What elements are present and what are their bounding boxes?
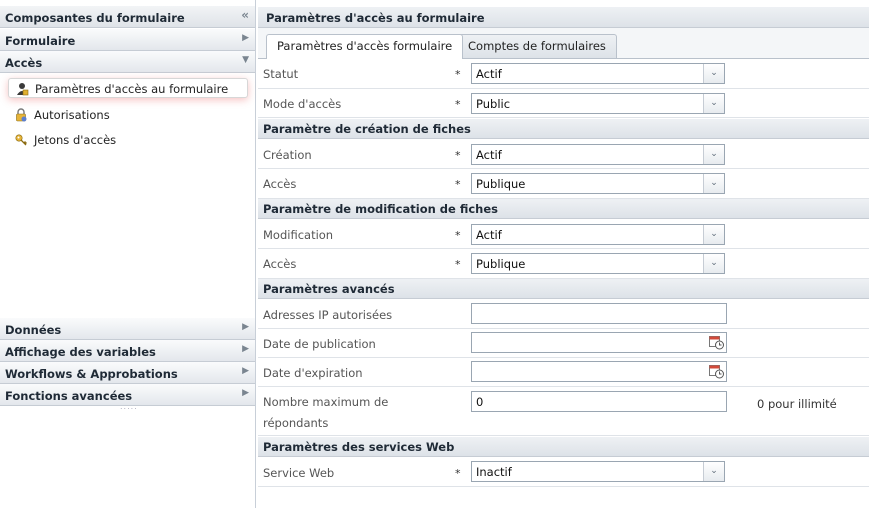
- nav-item-jetons[interactable]: [8, 130, 116, 150]
- date-expiration-input[interactable]: [471, 361, 727, 382]
- chevron-down-icon[interactable]: ⌄: [703, 64, 724, 83]
- tab-form-accounts[interactable]: Comptes de formulaires: [457, 34, 617, 58]
- collapse-panel-icon[interactable]: «: [241, 8, 249, 22]
- modification-select[interactable]: [471, 224, 725, 245]
- row-modification: [258, 220, 869, 249]
- acces-creation-label: Accès: [263, 177, 297, 191]
- creation-select[interactable]: [471, 144, 725, 165]
- mode-acces-label: Mode d'accès: [263, 97, 342, 111]
- expand-arrow-icon: ▶: [242, 322, 249, 332]
- section-web-header: Paramètres des services Web: [258, 437, 869, 457]
- nav-item-label: Jetons d'accès: [34, 133, 117, 147]
- expand-arrow-icon: ▶: [242, 344, 249, 354]
- statut-label: Statut: [263, 67, 299, 81]
- acces-modification-select[interactable]: [471, 253, 725, 274]
- access-settings-panel: [258, 0, 869, 508]
- row-max-repondants: [258, 387, 869, 436]
- lock-icon: [14, 108, 28, 122]
- panel-title: [0, 6, 255, 28]
- section-creation-header: Paramètre de création de fiches: [258, 119, 869, 139]
- row-acces-modification: [258, 249, 869, 279]
- ip-input[interactable]: [471, 303, 727, 324]
- page-title: Paramètres d'accès au formulaire: [258, 7, 869, 28]
- section-avances-header: Paramètres avancés: [258, 279, 869, 299]
- expand-arrow-icon: ▶: [242, 33, 249, 43]
- nav-item-autorisations[interactable]: [8, 105, 110, 125]
- chevron-down-icon[interactable]: ⌄: [703, 145, 724, 164]
- statut-select[interactable]: [471, 63, 725, 84]
- statut-value: Actif: [476, 67, 502, 81]
- section-donnees[interactable]: [0, 318, 255, 340]
- max-repondants-label-line1: Nombre maximum de: [263, 395, 389, 409]
- row-acces-creation: [258, 169, 869, 199]
- section-workflows-label: Workflows & Approbations: [5, 367, 178, 381]
- chevron-down-icon[interactable]: ⌄: [703, 462, 724, 481]
- section-donnees-label: Données: [5, 323, 62, 337]
- panel-title-label: Composantes du formulaire: [5, 11, 185, 25]
- section-affichage-variables[interactable]: [0, 340, 255, 362]
- section-workflows[interactable]: [0, 362, 255, 384]
- required-marker: *: [455, 98, 461, 111]
- modification-value: Actif: [476, 228, 502, 242]
- creation-value: Actif: [476, 148, 502, 162]
- section-formulaire-label: Formulaire: [5, 34, 76, 48]
- max-repondants-input[interactable]: 0: [471, 391, 727, 412]
- section-formulaire[interactable]: [0, 29, 255, 51]
- required-marker: *: [455, 68, 461, 81]
- section-acces-label: Accès: [5, 56, 43, 70]
- chevron-down-icon[interactable]: ⌄: [703, 225, 724, 244]
- row-date-publication: [258, 329, 869, 358]
- row-mode-acces: [258, 89, 869, 118]
- chevron-down-icon[interactable]: ⌄: [703, 254, 724, 273]
- chevron-down-icon[interactable]: ⌄: [703, 174, 724, 193]
- calendar-icon[interactable]: [709, 364, 724, 379]
- section-affichage-label: Affichage des variables: [5, 345, 156, 359]
- max-repondants-hint: 0 pour illimité: [757, 397, 837, 411]
- date-publication-input[interactable]: [471, 332, 727, 353]
- acces-creation-select[interactable]: [471, 173, 725, 194]
- row-date-expiration: [258, 358, 869, 387]
- row-service-web: [258, 458, 869, 487]
- required-marker: *: [455, 229, 461, 242]
- ip-label: Adresses IP autorisées: [263, 308, 393, 322]
- date-publication-label: Date de publication: [263, 337, 376, 351]
- modification-label: Modification: [263, 228, 334, 242]
- row-ip: [258, 300, 869, 329]
- acces-creation-value: Publique: [476, 177, 526, 191]
- key-icon: [14, 133, 28, 147]
- section-acces[interactable]: [0, 51, 255, 73]
- calendar-icon[interactable]: [709, 335, 724, 350]
- required-marker: *: [455, 149, 461, 162]
- required-marker: *: [455, 178, 461, 191]
- user-lock-icon: [15, 82, 29, 96]
- service-web-value: Inactif: [476, 465, 512, 479]
- form-components-panel: [0, 0, 256, 508]
- creation-label: Création: [263, 148, 312, 162]
- splitter-handle[interactable]: .....: [120, 402, 138, 411]
- nav-item-label: Autorisations: [34, 108, 110, 122]
- section-modification-header: Paramètre de modification de fiches: [258, 199, 869, 219]
- nav-item-access-settings[interactable]: [8, 78, 248, 98]
- required-marker: *: [455, 258, 461, 271]
- service-web-label: Service Web: [263, 466, 335, 480]
- mode-acces-value: Public: [476, 97, 511, 111]
- date-expiration-label: Date d'expiration: [263, 366, 363, 380]
- collapse-arrow-icon: ▼: [242, 55, 249, 65]
- nav-item-label: Paramètres d'accès au formulaire: [35, 82, 229, 96]
- section-fonctions-label: Fonctions avancées: [5, 389, 133, 403]
- max-repondants-label-line2: répondants: [263, 416, 329, 430]
- expand-arrow-icon: ▶: [242, 366, 249, 376]
- acces-modification-value: Publique: [476, 257, 526, 271]
- expand-arrow-icon: ▶: [242, 388, 249, 398]
- acces-modification-label: Accès: [263, 257, 297, 271]
- chevron-down-icon[interactable]: ⌄: [703, 94, 724, 113]
- service-web-select[interactable]: [471, 461, 725, 482]
- mode-acces-select[interactable]: [471, 93, 725, 114]
- row-creation: [258, 140, 869, 169]
- row-statut: [258, 59, 869, 89]
- tab-bar: [258, 28, 869, 59]
- tab-access-settings[interactable]: Paramètres d'accès formulaire: [266, 34, 463, 59]
- required-marker: *: [455, 467, 461, 480]
